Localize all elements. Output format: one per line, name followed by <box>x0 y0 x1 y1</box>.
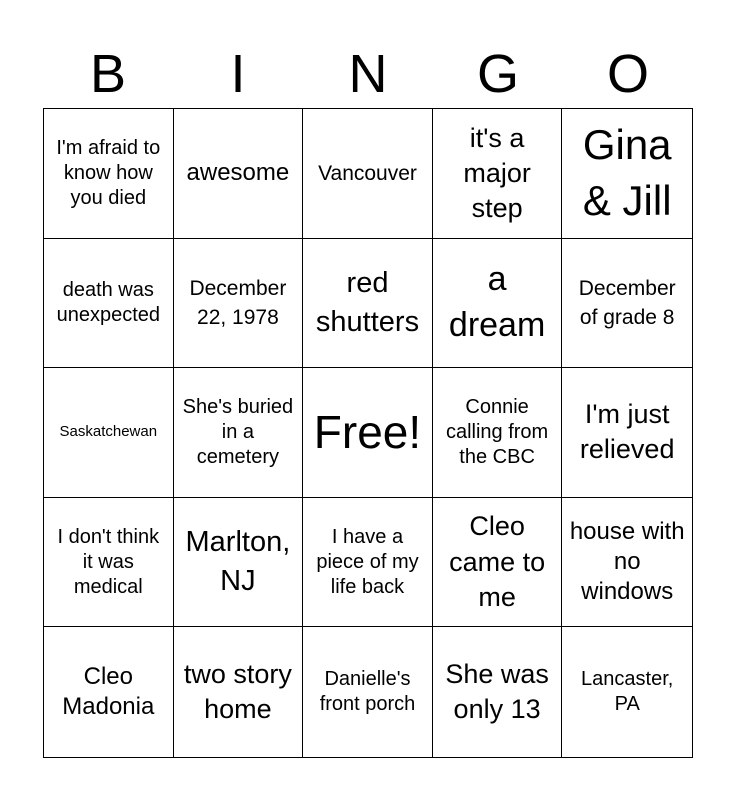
bingo-cell-r5-c2[interactable]: two story home <box>174 627 304 757</box>
bingo-cell-r1-c5[interactable]: Gina & Jill <box>562 109 692 239</box>
header-letter-o: O <box>606 44 649 104</box>
bingo-board <box>43 108 693 758</box>
header-letter-n: N <box>348 44 388 104</box>
bingo-cell-r1-c3[interactable]: Vancouver <box>303 109 433 239</box>
bingo-cell-r3-c5[interactable]: I'm just relieved <box>562 368 692 498</box>
bingo-cell-r2-c2[interactable]: December 22, 1978 <box>174 239 304 369</box>
bingo-cell-r4-c5[interactable]: house with no windows <box>562 498 692 628</box>
bingo-cell-r1-c4[interactable]: it's a major step <box>433 109 563 239</box>
bingo-cell-r2-c3[interactable]: red shutters <box>303 239 433 369</box>
bingo-cell-r5-c3[interactable]: Danielle's front porch <box>303 627 433 757</box>
bingo-cell-r2-c5[interactable]: December of grade 8 <box>562 239 692 369</box>
free-space-cell[interactable]: Free! <box>303 368 433 498</box>
bingo-cell-r4-c3[interactable]: I have a piece of my life back <box>303 498 433 628</box>
bingo-cell-r3-c4[interactable]: Connie calling from the CBC <box>433 368 563 498</box>
bingo-cell-r4-c4[interactable]: Cleo came to me <box>433 498 563 628</box>
bingo-cell-r5-c4[interactable]: She was only 13 <box>433 627 563 757</box>
bingo-cell-r5-c5[interactable]: Lancaster, PA <box>581 668 674 716</box>
bingo-cell-r4-c2[interactable]: Marlton, NJ <box>174 498 304 628</box>
bingo-cell-r2-c1[interactable]: death was unexpected <box>44 239 174 369</box>
bingo-cell-r2-c4[interactable]: a dream <box>433 239 563 369</box>
bingo-cell-r1-c2[interactable]: awesome <box>174 109 304 239</box>
header-letter-g: G <box>476 44 519 104</box>
bingo-cell-r3-c2[interactable]: She's buried in a cemetery <box>174 368 304 498</box>
bingo-cell-r1-c1[interactable]: I'm afraid to know how you died <box>44 109 174 239</box>
header-letter-b: B <box>89 44 127 104</box>
bingo-cell-r3-c1[interactable]: Saskatchewan <box>44 368 174 498</box>
bingo-header <box>43 40 693 108</box>
bingo-cell-r4-c1[interactable]: I don't think it was medical <box>44 498 174 628</box>
header-letter-i: I <box>230 44 246 104</box>
bingo-cell-r5-c1[interactable]: Cleo Madonia <box>44 627 174 757</box>
